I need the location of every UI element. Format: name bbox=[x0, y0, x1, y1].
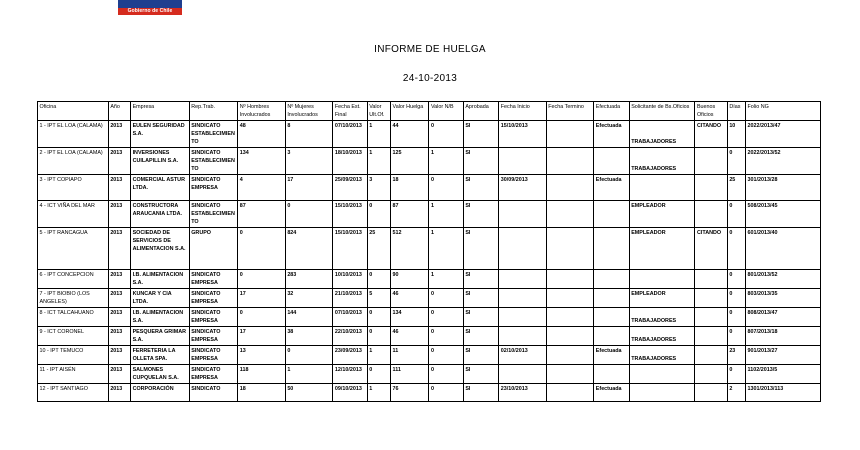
table-cell: 12/10/2013 bbox=[333, 365, 367, 384]
table-cell bbox=[594, 228, 629, 270]
table-row bbox=[38, 346, 821, 365]
table-cell: EULEN SEGURIDAD S.A. bbox=[131, 121, 190, 148]
table-cell: 76 bbox=[391, 384, 429, 402]
table-cell bbox=[499, 201, 547, 228]
table-row bbox=[38, 228, 821, 270]
table-cell: 0 bbox=[429, 346, 463, 365]
table-row bbox=[38, 121, 821, 148]
column-header: Fecha Inicio bbox=[499, 102, 547, 121]
table-cell: 23/09/2013 bbox=[333, 346, 367, 365]
table-cell bbox=[594, 308, 629, 327]
table-row bbox=[38, 365, 821, 384]
table-cell: SINDICATO EMPRESA bbox=[189, 175, 238, 201]
table-cell bbox=[546, 384, 594, 402]
table-cell: CONSTRUCTORA ARAUCANIA LTDA. bbox=[131, 201, 190, 228]
table-cell: 2013 bbox=[108, 228, 130, 270]
table-cell: 12 - IPT SANTIAGO bbox=[38, 384, 109, 402]
table-cell: 808/2013/47 bbox=[746, 308, 821, 327]
table-cell: SI bbox=[463, 228, 498, 270]
table-cell bbox=[546, 346, 594, 365]
table-cell bbox=[499, 327, 547, 346]
table-cell: 44 bbox=[391, 121, 429, 148]
table-row bbox=[38, 270, 821, 289]
table-cell bbox=[594, 327, 629, 346]
table-cell: SI bbox=[463, 148, 498, 175]
table-cell: SINDICATO EMPRESA bbox=[189, 289, 238, 308]
table-cell: 87 bbox=[238, 201, 286, 228]
table-cell: 508/2013/45 bbox=[746, 201, 821, 228]
table-body bbox=[38, 121, 821, 402]
table-cell: SI bbox=[463, 365, 498, 384]
table-cell: I.B. ALIMENTACION S.A. bbox=[131, 308, 190, 327]
table-cell: 1 bbox=[285, 365, 333, 384]
table-cell: 901/2013/27 bbox=[746, 346, 821, 365]
table-cell: 1 bbox=[429, 148, 463, 175]
table-cell: 283 bbox=[285, 270, 333, 289]
column-header: Empresa bbox=[131, 102, 190, 121]
table-cell: Efectuada bbox=[594, 121, 629, 148]
table-cell: 2013 bbox=[108, 365, 130, 384]
table-cell bbox=[695, 270, 727, 289]
table-cell: 2022/2013/47 bbox=[746, 121, 821, 148]
column-header: Fecha Termino bbox=[546, 102, 594, 121]
table-cell: KUNCAR Y CIA LTDA. bbox=[131, 289, 190, 308]
table-cell bbox=[546, 121, 594, 148]
table-cell bbox=[629, 175, 695, 201]
table-cell: EMPLEADOR bbox=[629, 289, 695, 308]
report-title: INFORME DE HUELGA bbox=[374, 44, 486, 55]
column-header: Fecha Est. Final bbox=[333, 102, 367, 121]
table-cell: 1301/2013/113 bbox=[746, 384, 821, 402]
table-cell: 17 bbox=[285, 175, 333, 201]
table-row bbox=[38, 327, 821, 346]
table-cell: 1 - IPT EL LOA (CALAMA) bbox=[38, 121, 109, 148]
table-cell bbox=[695, 365, 727, 384]
table-cell: 0 bbox=[429, 175, 463, 201]
table-cell: 2013 bbox=[108, 148, 130, 175]
table-cell: 0 bbox=[727, 201, 745, 228]
table-cell: 2013 bbox=[108, 289, 130, 308]
table-cell: FERRETERIA LA OLLETA SPA. bbox=[131, 346, 190, 365]
table-row bbox=[38, 308, 821, 327]
table-cell: 18 bbox=[391, 175, 429, 201]
table-cell: CITANDO bbox=[695, 228, 727, 270]
table-cell: SINDICATO ESTABLECIMIENTO bbox=[189, 148, 238, 175]
table-cell: SINDICATO ESTABLECIMIENTO bbox=[189, 201, 238, 228]
table-cell: 801/2013/52 bbox=[746, 270, 821, 289]
table-cell: 2 - IPT EL LOA (CALAMA) bbox=[38, 148, 109, 175]
table-header-row bbox=[38, 102, 821, 121]
table-cell: 807/2013/18 bbox=[746, 327, 821, 346]
table-cell bbox=[695, 384, 727, 402]
table-cell: 0 bbox=[727, 289, 745, 308]
report-date: 24-10-2013 bbox=[402, 73, 458, 84]
table-cell: 0 bbox=[429, 289, 463, 308]
table-cell: SI bbox=[463, 289, 498, 308]
table-cell: 48 bbox=[238, 121, 286, 148]
table-cell: 0 bbox=[367, 270, 390, 289]
table-cell: 5 bbox=[367, 289, 390, 308]
table-cell: 02/10/2013 bbox=[499, 346, 547, 365]
table-cell: SI bbox=[463, 175, 498, 201]
table-cell: 601/2013/40 bbox=[746, 228, 821, 270]
table-cell: 18/10/2013 bbox=[333, 148, 367, 175]
table-cell: 0 bbox=[238, 308, 286, 327]
gobierno-logo bbox=[118, 0, 182, 15]
table-cell: 512 bbox=[391, 228, 429, 270]
table-cell: 0 bbox=[727, 270, 745, 289]
table-cell: 0 bbox=[429, 365, 463, 384]
table-cell bbox=[546, 270, 594, 289]
column-header: Folio NG bbox=[746, 102, 821, 121]
table-cell bbox=[695, 148, 727, 175]
table-row bbox=[38, 384, 821, 402]
table-row bbox=[38, 201, 821, 228]
table-cell: 2013 bbox=[108, 270, 130, 289]
table-cell: 4 - ICT VIÑA DEL MAR bbox=[38, 201, 109, 228]
table-cell: TRABAJADORES bbox=[629, 148, 695, 175]
table-cell: 0 bbox=[429, 384, 463, 402]
table-cell bbox=[594, 270, 629, 289]
table-cell: 2022/2013/52 bbox=[746, 148, 821, 175]
table-cell: TRABAJADORES bbox=[629, 308, 695, 327]
table-cell: 9 - ICT CORONEL bbox=[38, 327, 109, 346]
table-cell: Efectuada bbox=[594, 346, 629, 365]
table-cell: COMERCIAL ASTUR LTDA. bbox=[131, 175, 190, 201]
table-cell: 0 bbox=[285, 346, 333, 365]
table-cell bbox=[695, 201, 727, 228]
table-row bbox=[38, 289, 821, 308]
table-cell: 11 - IPT AISÉN bbox=[38, 365, 109, 384]
column-header: Valor Ult.Of. bbox=[367, 102, 390, 121]
table-cell: 07/10/2013 bbox=[333, 308, 367, 327]
table-cell: 8 - ICT TALCAHUANO bbox=[38, 308, 109, 327]
table-cell bbox=[695, 175, 727, 201]
table-cell: 5 - IPT RANCAGUA bbox=[38, 228, 109, 270]
column-header: Nº Hombres Involucrados bbox=[238, 102, 286, 121]
table-cell: SINDICATO ESTABLECIMIENTO bbox=[189, 121, 238, 148]
table-cell: SINDICATO EMPRESA bbox=[189, 346, 238, 365]
table-cell bbox=[594, 148, 629, 175]
table-cell: 3 - IPT COPIAPO bbox=[38, 175, 109, 201]
table-cell: SINDICATO EMPRESA bbox=[189, 270, 238, 289]
table-cell bbox=[594, 289, 629, 308]
table-cell bbox=[499, 228, 547, 270]
table-cell bbox=[695, 289, 727, 308]
table-cell: 0 bbox=[727, 148, 745, 175]
table-cell bbox=[499, 365, 547, 384]
table-cell: SINDICATO EMPRESA bbox=[189, 327, 238, 346]
table-cell: 15/10/2013 bbox=[499, 121, 547, 148]
table-cell: 07/10/2013 bbox=[333, 121, 367, 148]
table-cell: 15/10/2013 bbox=[333, 228, 367, 270]
table-cell: 2013 bbox=[108, 384, 130, 402]
table-cell bbox=[499, 289, 547, 308]
logo-text: Gobierno de Chile bbox=[127, 8, 173, 14]
table-cell: SI bbox=[463, 308, 498, 327]
table-cell: 0 bbox=[727, 365, 745, 384]
column-header: Nº Mujeres Involucrados bbox=[285, 102, 333, 121]
table-cell: 118 bbox=[238, 365, 286, 384]
table-cell: 3 bbox=[367, 175, 390, 201]
table-cell: SI bbox=[463, 327, 498, 346]
table-cell: 8 bbox=[285, 121, 333, 148]
table-cell: TRABAJADORES bbox=[629, 327, 695, 346]
table-cell bbox=[546, 148, 594, 175]
table-cell: 0 bbox=[238, 228, 286, 270]
table-cell: 46 bbox=[391, 327, 429, 346]
table-cell: 32 bbox=[285, 289, 333, 308]
table-row bbox=[38, 175, 821, 201]
table-cell: 0 bbox=[238, 270, 286, 289]
table-cell bbox=[594, 201, 629, 228]
table-cell: 15/10/2013 bbox=[333, 201, 367, 228]
table-cell: 6 - IPT CONCEPCION bbox=[38, 270, 109, 289]
table-cell: 2013 bbox=[108, 308, 130, 327]
table-cell: 21/10/2013 bbox=[333, 289, 367, 308]
table-cell: SINDICATO bbox=[189, 384, 238, 402]
table-cell: 46 bbox=[391, 289, 429, 308]
column-header: Rep.Trab. bbox=[189, 102, 238, 121]
table-cell bbox=[546, 308, 594, 327]
table-cell: 30/09/2013 bbox=[499, 175, 547, 201]
table-cell: 0 bbox=[429, 121, 463, 148]
table-cell: SINDICATO EMPRESA bbox=[189, 308, 238, 327]
table-cell bbox=[629, 365, 695, 384]
table-cell: 10/10/2013 bbox=[333, 270, 367, 289]
table-cell bbox=[499, 308, 547, 327]
table-cell: 38 bbox=[285, 327, 333, 346]
table-cell: SI bbox=[463, 121, 498, 148]
table-cell: 4 bbox=[238, 175, 286, 201]
table-cell bbox=[499, 270, 547, 289]
table-cell: 13 bbox=[238, 346, 286, 365]
table-cell: 134 bbox=[238, 148, 286, 175]
table-cell: 90 bbox=[391, 270, 429, 289]
column-header: Buenos Oficios bbox=[695, 102, 727, 121]
table-cell: 23/10/2013 bbox=[499, 384, 547, 402]
table-cell: TRABAJADORES bbox=[629, 121, 695, 148]
table-cell: 2013 bbox=[108, 175, 130, 201]
table-cell: 1 bbox=[367, 148, 390, 175]
table-cell bbox=[629, 270, 695, 289]
table-cell: 824 bbox=[285, 228, 333, 270]
table-cell: 0 bbox=[367, 308, 390, 327]
table-cell: SI bbox=[463, 346, 498, 365]
table-cell: 25/09/2013 bbox=[333, 175, 367, 201]
column-header: Aprobada bbox=[463, 102, 498, 121]
table-cell: 0 bbox=[367, 327, 390, 346]
table-cell: 0 bbox=[727, 308, 745, 327]
table-cell: 23 bbox=[727, 346, 745, 365]
table-cell: 87 bbox=[391, 201, 429, 228]
table-cell: 25 bbox=[727, 175, 745, 201]
column-header: Valor Huelga bbox=[391, 102, 429, 121]
table-cell: SI bbox=[463, 270, 498, 289]
table-cell: 0 bbox=[429, 327, 463, 346]
table-cell: 0 bbox=[367, 365, 390, 384]
table-cell: 17 bbox=[238, 327, 286, 346]
table-cell: 2013 bbox=[108, 327, 130, 346]
table-cell: 0 bbox=[727, 327, 745, 346]
table-cell bbox=[499, 148, 547, 175]
table-row bbox=[38, 148, 821, 175]
table-cell: SI bbox=[463, 384, 498, 402]
table-cell bbox=[546, 327, 594, 346]
table-cell: SALMONES CUPQUELAN S.A. bbox=[131, 365, 190, 384]
table-cell: 1102/2013/5 bbox=[746, 365, 821, 384]
table-cell: 2013 bbox=[108, 121, 130, 148]
table-cell bbox=[546, 289, 594, 308]
column-header: Oficina bbox=[38, 102, 109, 121]
table-cell: 22/10/2013 bbox=[333, 327, 367, 346]
table-cell: 111 bbox=[391, 365, 429, 384]
table-cell: 0 bbox=[429, 308, 463, 327]
table-cell: 25 bbox=[367, 228, 390, 270]
table-cell bbox=[594, 365, 629, 384]
table-cell: 3 bbox=[285, 148, 333, 175]
table-cell bbox=[695, 308, 727, 327]
table-cell: 17 bbox=[238, 289, 286, 308]
table-cell: 0 bbox=[727, 228, 745, 270]
table-cell: PESQUERA GRIMAR S.A. bbox=[131, 327, 190, 346]
table-cell: 2013 bbox=[108, 346, 130, 365]
table-cell: EMPLEADOR bbox=[629, 201, 695, 228]
table-cell: I.B. ALIMENTACION S.A. bbox=[131, 270, 190, 289]
column-header: Año bbox=[108, 102, 130, 121]
column-header: Valor N/B bbox=[429, 102, 463, 121]
table-cell: 11 bbox=[391, 346, 429, 365]
table-cell: 09/10/2013 bbox=[333, 384, 367, 402]
table-cell: 1 bbox=[367, 346, 390, 365]
table-cell bbox=[629, 384, 695, 402]
table-cell bbox=[546, 175, 594, 201]
table-cell: GRUPO bbox=[189, 228, 238, 270]
table-cell bbox=[695, 327, 727, 346]
table-cell: 803/2013/35 bbox=[746, 289, 821, 308]
table-cell bbox=[695, 346, 727, 365]
table-cell: INVERSIONES CUILAPILLIN S.A. bbox=[131, 148, 190, 175]
table-cell: 10 bbox=[727, 121, 745, 148]
table-cell: 0 bbox=[367, 201, 390, 228]
table-cell: 0 bbox=[285, 201, 333, 228]
table-cell: 50 bbox=[285, 384, 333, 402]
table-header bbox=[38, 102, 821, 121]
table-cell bbox=[546, 228, 594, 270]
table-cell: 134 bbox=[391, 308, 429, 327]
table-cell: 10 - IPT TEMUCO bbox=[38, 346, 109, 365]
table-cell: SOCIEDAD DE SERVICIOS DE ALIMENTACION S.A. bbox=[131, 228, 190, 270]
table-cell: 1 bbox=[429, 270, 463, 289]
table-cell: Efectuada bbox=[594, 175, 629, 201]
column-header: Efectuada bbox=[594, 102, 629, 121]
table-cell: 1 bbox=[429, 228, 463, 270]
column-header: Solicitante de Bs.Oficios bbox=[629, 102, 695, 121]
table-cell: SI bbox=[463, 201, 498, 228]
table-cell: CITANDO bbox=[695, 121, 727, 148]
table-cell: 301/2013/28 bbox=[746, 175, 821, 201]
table-cell: 125 bbox=[391, 148, 429, 175]
table-cell: TRABAJADORES bbox=[629, 346, 695, 365]
table-cell bbox=[546, 365, 594, 384]
table-cell: 1 bbox=[367, 384, 390, 402]
table-cell: 2 bbox=[727, 384, 745, 402]
table-cell: SINDICATO EMPRESA bbox=[189, 365, 238, 384]
table-cell: 1 bbox=[367, 121, 390, 148]
table-cell: 7 - IPT BIOBIO (LOS ANGELES) bbox=[38, 289, 109, 308]
table-cell bbox=[546, 201, 594, 228]
table-cell: 2013 bbox=[108, 201, 130, 228]
column-header: Días bbox=[727, 102, 745, 121]
table-cell: 144 bbox=[285, 308, 333, 327]
table-cell: EMPLEADOR bbox=[629, 228, 695, 270]
table-cell: 1 bbox=[429, 201, 463, 228]
table-cell: Efectuada bbox=[594, 384, 629, 402]
table-cell: CORPORACIÓN bbox=[131, 384, 190, 402]
table-cell: 18 bbox=[238, 384, 286, 402]
strike-report-table bbox=[37, 101, 821, 402]
